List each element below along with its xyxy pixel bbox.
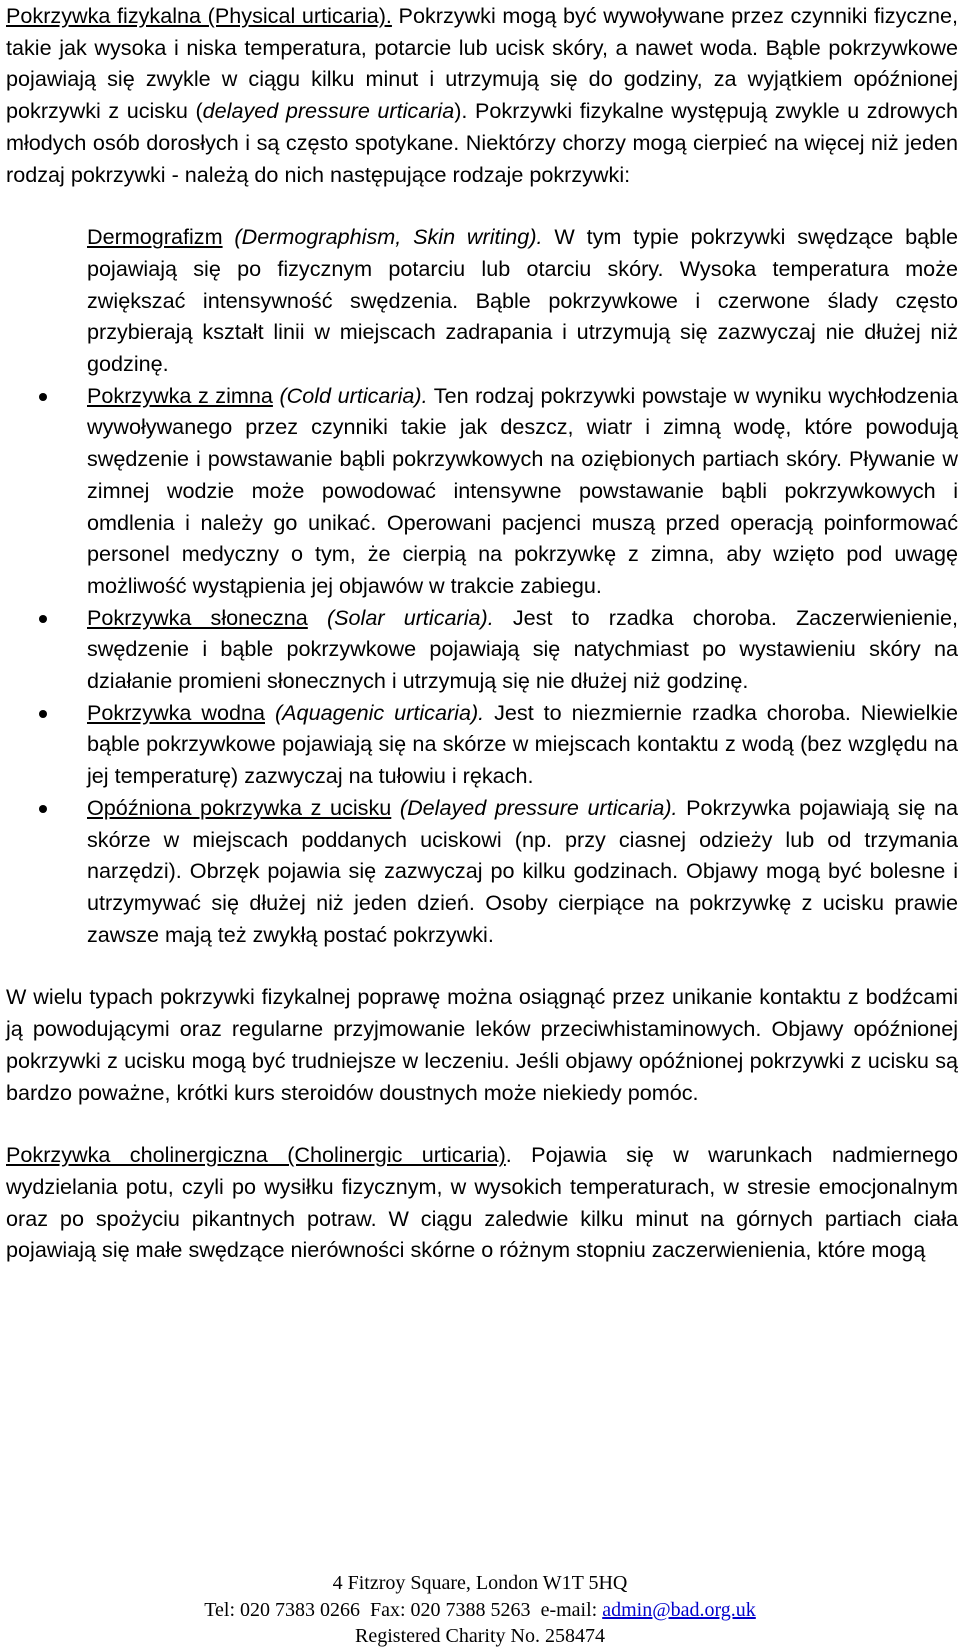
item-name: Dermografizm xyxy=(87,224,223,250)
bullet-icon xyxy=(39,615,47,623)
cholinergic-text: . Pojawia się w warunkach nadmiernego wydzielania potu, czyli po wysiłku fizycznym, w wysokich temperaturach, w stresie emocjonalnym oraz po spożyciu pikantnych potraw. W ciągu zaledwie kilku minut na górnych partiach ciała pojawiają się małe swędzące nierówności skórne o różnym stopniu zaczerwienienia, które mogą xyxy=(6,1142,959,1263)
list-item-solar xyxy=(6,602,958,697)
list-item-dermographism xyxy=(6,221,958,380)
item-latin: (Delayed pressure urticaria). xyxy=(391,794,678,820)
footer-email-label: e-mail: xyxy=(540,1598,598,1621)
intro-paragraph xyxy=(6,0,958,190)
item-text: Ten rodzaj pokrzywki powstaje w wyniku wychłodzenia wywoływanego przez czynniki takie jak deszcz, wiatr i zimną wodę, które powodują swędzenie i powstawanie bąbli pokrzywkowych na oziębionych partiach skóry. Pływanie w zimnej wodzie może powodować intensywne powstawanie bąbli pokrzywkowych i omdlenia i należy go unikać. Operowani pacjenci muszą przed operacją poinformować personel medyczny o tym, że cierpią na pokrzywkę z zimna, aby wzięto pod uwagę możliwość wystąpienia jej objawów w trakcie zabiegu. xyxy=(87,382,959,598)
footer-charity: Registered Charity No. 258474 xyxy=(355,1625,605,1647)
item-latin: (Cold urticaria). xyxy=(272,382,428,408)
footer-contact xyxy=(0,1597,960,1624)
item-text: Pokrzywka pojawiają się na skórze w miejscach poddanych uciskowi (np. przy ciasnej odzieży lub od trzymania narzędzi). Obrzęk pojawia się zazwyczaj po kilku godzinach. Objawy mogą być bolesne i utrzymywać się dłużej niż jeden dzień. Osoby cierpiące na pokrzywkę z ucisku prawie zawsze mają też zwykłą postać pokrzywki. xyxy=(87,794,959,947)
item-name: Pokrzywka z zimna xyxy=(87,382,273,408)
footer-email-link[interactable]: admin@bad.org.uk xyxy=(602,1598,756,1621)
footer-address: 4 Fitzroy Square, London W1T 5HQ xyxy=(332,1572,628,1594)
item-latin: (Dermographism, Skin writing). xyxy=(222,224,543,250)
footer-tel: Tel: 020 7383 0266 xyxy=(204,1598,360,1621)
bullet-icon xyxy=(39,393,47,401)
document-page xyxy=(6,0,958,1266)
urticaria-types-list xyxy=(6,221,958,950)
cholinergic-title: Pokrzywka cholinergiczna (Cholinergic urticaria) xyxy=(6,1142,506,1168)
item-latin: (Aquagenic urticaria). xyxy=(265,699,485,725)
footer-fax: Fax: 020 7388 5263 xyxy=(370,1598,531,1621)
item-name: Opóźniona pokrzywka z ucisku xyxy=(87,794,392,820)
intro-italic: delayed pressure urticaria xyxy=(202,98,455,124)
spacer xyxy=(6,190,958,221)
intro-text-2: ). Pokrzywki fizykalne występują zwykle u zdrowych młodych osób dorosłych i są często spotykane. Niektórzy chorzy mogą cierpieć na więcej niż jeden rodzaj pokrzywki - należą do nich następujące rodzaje pokrzywki: xyxy=(6,98,958,187)
item-text: Jest to niezmiernie rzadka choroba. Niewielkie bąble pokrzywkowe pojawiają się na skórze w miejscach kontaktu z wodą (bez względu na jej temperaturę) zazwyczaj na tułowiu i rękach. xyxy=(87,699,958,789)
item-text: W tym typie pokrzywki swędzące bąble pojawiają się po fizycznym potarciu lub otarciu skóry. Wysoka temperatura może zwiększać intensywność swędzenia. Bąble pokrzywkowe i czerwone ślady często przybierają kształt linii w miejscach zadrapania i utrzymują się zazwyczaj nie dłużej niż godzinę. xyxy=(87,224,958,377)
cholinergic-paragraph xyxy=(6,1139,958,1266)
spacer xyxy=(6,950,958,981)
intro-title: Pokrzywka fizykalna (Physical urticaria). xyxy=(6,3,392,28)
list-item-delayed-pressure xyxy=(6,792,958,951)
list-item-aquagenic xyxy=(6,697,958,792)
intro-text: Pokrzywki mogą być wywoływane przez czynniki fizyczne, takie jak wysoka i niska temperatura, potarcie lub ucisk skóry, a nawet woda. Bąble pokrzywkowe pojawiają się zwykle w ciągu kilku minut i utrzymują się do godziny, za wyjątkiem opóźnionej pokrzywki z ucisku ( xyxy=(6,3,959,124)
item-text: Jest to rzadka choroba. Zaczerwienienie, swędzenie i bąble pokrzywkowe pojawiają się natychmiast po wystawieniu skóry na działanie promieni słonecznych i utrzymują się nie dłużej niż godzinę. xyxy=(87,604,959,694)
item-name: Pokrzywka wodna xyxy=(87,699,265,725)
bullet-icon xyxy=(39,710,47,718)
spacer xyxy=(6,1108,958,1139)
item-name: Pokrzywka słoneczna xyxy=(87,604,308,630)
treatment-paragraph: W wielu typach pokrzywki fizykalnej poprawę można osiągnąć przez unikanie kontaktu z bodźcami ją powodującymi oraz regularne przyjmowanie leków przeciwhistaminowych. Objawy opóźnionej pokrzywki z ucisku mogą być trudniejsze w leczeniu. Jeśli objawy opóźnionej pokrzywki z ucisku są bardzo poważne, krótki kurs steroidów doustnych może niekiedy pomóc. xyxy=(6,984,958,1105)
list-item-cold xyxy=(6,380,958,602)
item-latin: (Solar urticaria). xyxy=(307,604,494,630)
page-footer xyxy=(0,1570,960,1650)
bullet-icon xyxy=(39,805,47,813)
